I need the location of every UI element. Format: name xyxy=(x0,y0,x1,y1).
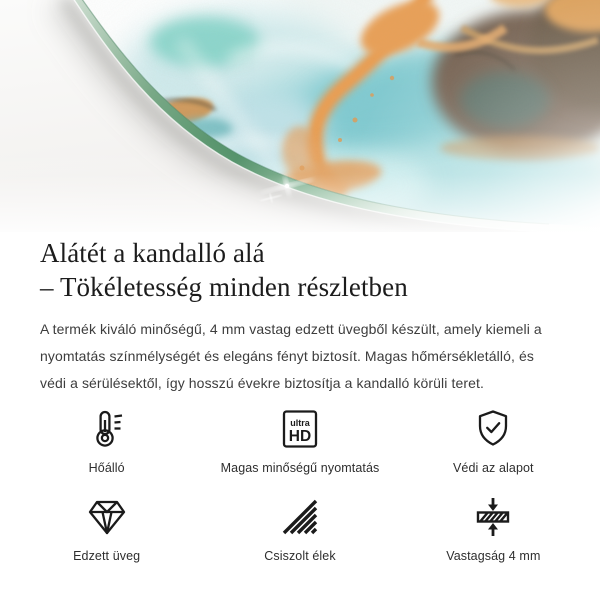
feature-label: Edzett üveg xyxy=(73,549,141,563)
feature-print-quality xyxy=(203,405,396,475)
title-line-1: Alátét a kandalló alá xyxy=(40,238,265,268)
feature-tempered-glass xyxy=(10,493,203,563)
feature-label: Magas minőségű nyomtatás xyxy=(220,461,380,475)
diamond-icon xyxy=(85,493,129,541)
feature-polished-edges xyxy=(203,493,396,563)
product-description: A termék kiváló minőségű, 4 mm vastag edzett üvegből készült, amely kiemeli a nyomtatás színmélységét és elegáns fényt biztosít. Magas hőmérsékletálló, és védi a sérülésektől, így hosszú évekre biztosítja a kandalló körüli teret. xyxy=(40,321,542,391)
feature-label: Hőálló xyxy=(88,461,125,475)
ultra-hd-icon-text-top: ultra xyxy=(290,418,310,428)
product-image xyxy=(0,0,600,232)
feature-label: Csiszolt élek xyxy=(264,549,336,563)
polished-edges-icon xyxy=(278,493,322,541)
feature-protects-base xyxy=(397,405,590,475)
shield-check-icon xyxy=(471,405,515,453)
ultra-hd-icon xyxy=(278,405,322,453)
features-grid xyxy=(10,405,590,563)
page-title xyxy=(40,236,560,304)
title-line-2: – Tökéletesség minden részletben xyxy=(40,272,408,302)
product-info-section xyxy=(0,236,600,563)
feature-thickness xyxy=(397,493,590,563)
feature-label: Védi az alapot xyxy=(453,461,534,475)
thickness-icon xyxy=(471,493,515,541)
ultra-hd-icon-text-bottom: HD xyxy=(288,428,312,445)
thermometer-icon xyxy=(85,405,129,453)
feature-label: Vastagság 4 mm xyxy=(446,549,541,563)
feature-heat-resistant xyxy=(10,405,203,475)
